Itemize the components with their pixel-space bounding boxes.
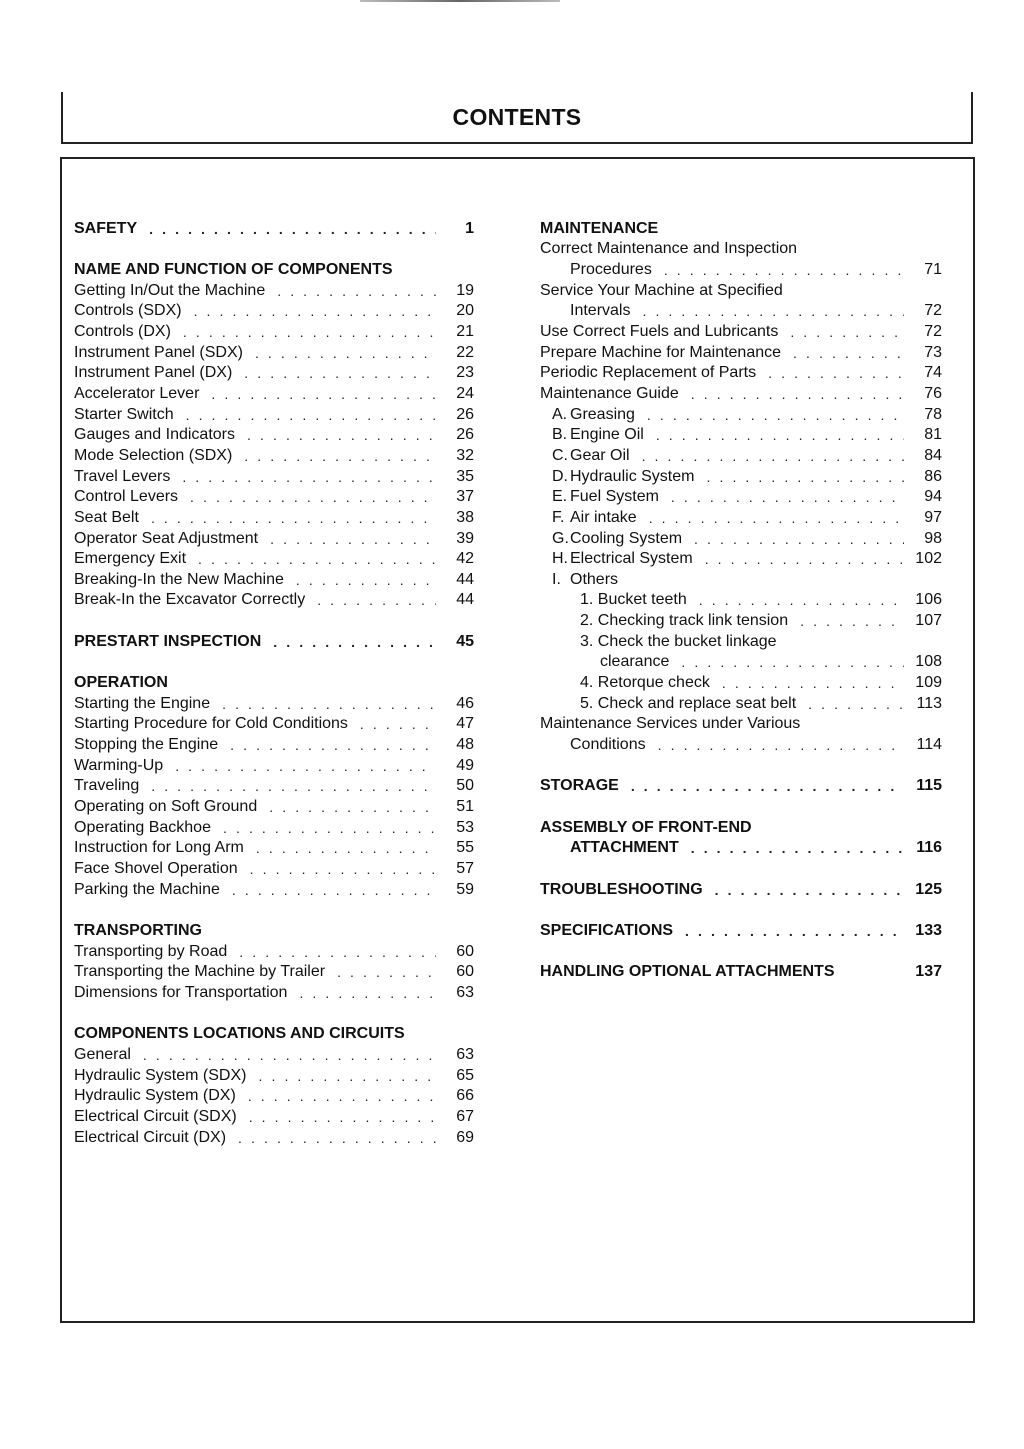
toc-spacer [74, 610, 474, 631]
toc-leader-dots [694, 529, 904, 549]
toc-entry-service-your-machine-at-specified [540, 280, 942, 301]
toc-page-number: 107 [915, 612, 942, 630]
toc-leader-dots [800, 611, 904, 631]
toc-entry-control-levers [74, 487, 474, 508]
toc-entry-title: Stopping the Engine [74, 736, 219, 754]
toc-entry-title: Electrical Circuit (SDX) [74, 1107, 237, 1125]
toc-page-number: 115 [916, 777, 942, 795]
toc-spacer [540, 900, 942, 921]
toc-entry-title: 1. Bucket teeth [580, 591, 687, 609]
toc-entry-cooling-system [540, 528, 942, 549]
toc-entry-title: Operating on Soft Ground [74, 798, 258, 816]
toc-entry-operator-seat-adjustment [74, 528, 474, 549]
toc-leader-dots [190, 487, 436, 507]
toc-entry-label: H. [552, 550, 568, 568]
toc-leader-dots [299, 983, 436, 1003]
toc-leader-dots [790, 322, 904, 342]
toc-leader-dots [642, 301, 904, 321]
toc-leader-dots [198, 549, 436, 569]
toc-entry-label: I. [552, 570, 561, 588]
toc-entry-title: OPERATION [74, 674, 168, 692]
toc-page-number: 102 [915, 550, 942, 568]
toc-leader-dots [244, 446, 436, 466]
toc-leader-dots [250, 859, 436, 879]
toc-entry-title: clearance [600, 653, 670, 671]
toc-entry-title [540, 529, 682, 549]
toc-leader-dots [360, 714, 436, 734]
toc-entry-safety [74, 218, 474, 239]
toc-entry-title: COMPONENTS LOCATIONS AND CIRCUITS [74, 1025, 405, 1043]
toc-page-number: 84 [924, 446, 942, 464]
toc-page-number: 114 [916, 736, 942, 754]
toc-leader-dots [151, 508, 436, 528]
toc-spacer [540, 796, 942, 817]
toc-page-number: 26 [456, 405, 474, 423]
toc-page-number: 60 [456, 963, 474, 981]
toc-entry-procedures [540, 259, 942, 280]
toc-leader-dots [222, 694, 436, 714]
toc-page-number: 116 [916, 839, 942, 857]
toc-page-number: 109 [915, 674, 942, 692]
toc-entry-title: Instrument Panel (DX) [74, 364, 233, 382]
toc-entry-title: Travel Levers [74, 467, 171, 485]
toc-page-number: 133 [915, 921, 942, 939]
toc-entry-getting-in-out-the-machine [74, 280, 474, 301]
toc-entry-title: Correct Maintenance and Inspection [540, 240, 798, 258]
toc-entry-gear-oil [540, 445, 942, 466]
toc-leader-dots [255, 343, 436, 363]
toc-leader-dots [238, 1128, 436, 1148]
toc-leader-dots [722, 673, 904, 693]
toc-page-number: 57 [456, 860, 474, 877]
toc-entry-title: Periodic Replacement of Parts [540, 364, 757, 382]
toc-leader-dots [706, 467, 904, 487]
toc-page-number: 23 [456, 364, 474, 382]
toc-leader-dots [175, 756, 436, 776]
toc-entry-handling-optional-attachments [540, 962, 942, 983]
toc-leader-dots [194, 301, 436, 321]
toc-page-number: 44 [456, 591, 474, 609]
toc-page-number: 106 [915, 591, 942, 609]
toc-entry-clearance [540, 652, 942, 673]
toc-leader-dots [277, 281, 436, 301]
toc-entry-electrical-system [540, 549, 942, 570]
toc-entry-2-checking-track-link-tension [540, 610, 942, 631]
toc-entry-text: Greasing [570, 405, 635, 423]
toc-leader-dots [715, 880, 904, 900]
toc-leader-dots [244, 363, 436, 383]
toc-entry-others [540, 569, 942, 590]
toc-entry-title: PRESTART INSPECTION [74, 632, 262, 650]
toc-page-number: 97 [924, 508, 942, 526]
toc-entry-title: Service Your Machine at Specified [540, 281, 783, 299]
toc-entry-text: Others [570, 570, 619, 588]
toc-entry-title: Instrument Panel (SDX) [74, 343, 243, 361]
toc-entry-conditions [540, 734, 942, 755]
toc-page-number: 81 [924, 426, 942, 444]
toc-entry-instrument-panel-sdx [74, 342, 474, 363]
toc-page-number: 42 [456, 550, 474, 568]
toc-leader-dots [296, 570, 436, 590]
toc-entry-name-and-function-of-components [74, 259, 474, 280]
toc-entry-dimensions-for-transportation [74, 982, 474, 1003]
toc-entry-title: 4. Retorque check [580, 674, 710, 692]
toc-page-number: 66 [456, 1087, 474, 1105]
toc-page-number: 53 [456, 818, 474, 836]
toc-entry-mode-selection-sdx [74, 445, 474, 466]
toc-entry-label: E. [552, 488, 568, 506]
toc-entry-parking-the-machine [74, 879, 474, 900]
toc-entry-transporting-by-road [74, 941, 474, 962]
toc-leader-dots [249, 1107, 436, 1127]
toc-leader-dots [211, 384, 436, 404]
toc-entry-text: Hydraulic System [570, 467, 695, 485]
toc-page-number: 51 [456, 798, 474, 816]
toc-entry-text: Air intake [570, 508, 637, 526]
toc-page-number: 22 [456, 343, 474, 361]
toc-entry-maintenance-guide [540, 383, 942, 404]
toc-entry-attachment [540, 838, 942, 859]
toc-page-number: 74 [924, 364, 942, 382]
toc-entry-periodic-replacement-of-parts [540, 363, 942, 384]
toc-page-number: 72 [924, 322, 942, 340]
toc-entry-travel-levers [74, 466, 474, 487]
toc-page-number: 19 [456, 281, 474, 299]
toc-entry-prestart-inspection [74, 631, 474, 652]
toc-leader-dots [768, 363, 904, 383]
toc-entry-title: Controls (DX) [74, 322, 171, 340]
toc-entry-prepare-machine-for-maintenance [540, 342, 942, 363]
toc-entry-label: F. [552, 508, 565, 526]
toc-leader-dots [705, 549, 904, 569]
toc-entry-title: Operator Seat Adjustment [74, 529, 259, 547]
toc-entry-title: Hydraulic System (SDX) [74, 1066, 247, 1084]
toc-leader-dots [230, 735, 436, 755]
toc-spacer [540, 941, 942, 962]
toc-page-number: 76 [924, 384, 942, 402]
toc-page-number: 78 [924, 405, 942, 423]
toc-page-number: 1 [465, 219, 474, 237]
toc-leader-dots [182, 467, 436, 487]
toc-entry-title: ASSEMBLY OF FRONT-END [540, 818, 752, 836]
toc-entry-title: Operating Backhoe [74, 818, 211, 836]
toc-entry-title: Starting the Engine [74, 694, 211, 712]
toc-entry-operation [74, 672, 474, 693]
toc-entry-controls-sdx [74, 301, 474, 322]
toc-entry-title: SAFETY [74, 219, 138, 237]
toc-leader-dots [642, 446, 904, 466]
toc-page-number: 108 [915, 653, 942, 671]
toc-page-number: 46 [456, 694, 474, 712]
toc-entry-title [540, 487, 659, 507]
toc-entry-air-intake [540, 507, 942, 528]
toc-leader-dots [691, 838, 904, 858]
toc-entry-face-shovel-operation [74, 858, 474, 879]
toc-entry-electrical-circuit-sdx [74, 1106, 474, 1127]
toc-page-number: 37 [456, 488, 474, 506]
toc-entry-title: Electrical Circuit (DX) [74, 1128, 227, 1146]
scan-artifact [360, 0, 560, 2]
toc-entry-text: Electrical System [570, 550, 693, 568]
toc-entry-title: MAINTENANCE [540, 219, 659, 237]
toc-page-number: 59 [456, 880, 474, 898]
toc-leader-dots [699, 590, 904, 610]
toc-leader-dots [671, 487, 904, 507]
toc-right-column [540, 218, 942, 982]
toc-entry-starting-procedure-for-cold-conditions [74, 714, 474, 735]
toc-entry-title: Starter Switch [74, 405, 174, 423]
toc-entry-title [540, 570, 618, 590]
toc-entry-4-retorque-check [540, 672, 942, 693]
toc-entry-starting-the-engine [74, 693, 474, 714]
toc-entry-greasing [540, 404, 942, 425]
toc-leader-dots [658, 735, 904, 755]
toc-entry-hydraulic-system [540, 466, 942, 487]
toc-entry-controls-dx [74, 321, 474, 342]
toc-entry-specifications [540, 920, 942, 941]
toc-entry-title: 2. Checking track link tension [580, 612, 789, 630]
toc-leader-dots [270, 529, 436, 549]
toc-entry-title: NAME AND FUNCTION OF COMPONENTS [74, 260, 393, 278]
toc-entry-title: Traveling [74, 777, 140, 795]
toc-entry-gauges-and-indicators [74, 425, 474, 446]
page-title: CONTENTS [452, 104, 582, 130]
toc-leader-dots [149, 219, 436, 239]
toc-leader-dots [186, 405, 436, 425]
toc-entry-3-check-the-bucket-linkage [540, 631, 942, 652]
toc-entry-title: ATTACHMENT [570, 839, 679, 857]
toc-entry-text: Fuel System [570, 488, 659, 506]
toc-entry-electrical-circuit-dx [74, 1127, 474, 1148]
toc-page-number: 67 [456, 1107, 474, 1125]
toc-entry-breaking-in-the-new-machine [74, 569, 474, 590]
toc-entry-hydraulic-system-dx [74, 1086, 474, 1107]
toc-entry-troubleshooting [540, 879, 942, 900]
toc-page-number: 72 [924, 302, 942, 320]
toc-page-number: 94 [924, 488, 942, 506]
toc-entry-operating-on-soft-ground [74, 796, 474, 817]
toc-entry-title: Maintenance Guide [540, 384, 679, 402]
toc-entry-title [540, 508, 637, 528]
toc-leader-dots [247, 425, 436, 445]
toc-page-number: 137 [915, 963, 942, 981]
toc-leader-dots [317, 590, 436, 610]
toc-left-column [74, 218, 474, 1148]
toc-leader-dots [183, 322, 436, 342]
toc-entry-correct-maintenance-and-inspection [540, 239, 942, 260]
toc-entry-title: Emergency Exit [74, 550, 187, 568]
toc-entry-maintenance-services-under-various [540, 714, 942, 735]
toc-leader-dots [143, 1045, 436, 1065]
toc-entry-label: D. [552, 467, 568, 485]
toc-spacer [74, 652, 474, 673]
toc-leader-dots [685, 921, 904, 941]
toc-leader-dots [793, 343, 904, 363]
toc-leader-dots [232, 880, 436, 900]
toc-entry-label: B. [552, 426, 568, 444]
toc-page-number: 49 [456, 756, 474, 774]
toc-entry-title: Controls (SDX) [74, 302, 182, 320]
toc-spacer [540, 858, 942, 879]
toc-entry-label: A. [552, 405, 568, 423]
toc-leader-dots [223, 818, 436, 838]
toc-leader-dots [256, 838, 436, 858]
toc-entry-title: Transporting by Road [74, 942, 228, 960]
toc-entry-title: TRANSPORTING [74, 921, 202, 939]
toc-leader-dots [273, 632, 436, 652]
toc-page-number: 45 [456, 632, 474, 650]
toc-entry-title: Hydraulic System (DX) [74, 1087, 236, 1105]
toc-entry-title [540, 446, 630, 466]
toc-entry-starter-switch [74, 404, 474, 425]
toc-leader-dots [664, 260, 904, 280]
toc-entry-title: Dimensions for Transportation [74, 983, 288, 1001]
toc-leader-dots [649, 508, 904, 528]
toc-page-number: 125 [915, 880, 942, 898]
toc-leader-dots [656, 425, 904, 445]
toc-entry-traveling [74, 776, 474, 797]
toc-leader-dots [239, 942, 436, 962]
toc-entry-transporting [74, 920, 474, 941]
toc-entry-title [540, 405, 635, 425]
toc-entry-instruction-for-long-arm [74, 838, 474, 859]
toc-entry-title: Instruction for Long Arm [74, 839, 244, 857]
toc-page-number: 20 [456, 302, 474, 320]
toc-page-number: 35 [456, 467, 474, 485]
toc-entry-emergency-exit [74, 549, 474, 570]
toc-page-number: 48 [456, 736, 474, 754]
toc-entry-title: HANDLING OPTIONAL ATTACHMENTS [540, 963, 835, 981]
toc-page-number: 39 [456, 529, 474, 547]
toc-entry-title [540, 549, 693, 569]
toc-entry-5-check-and-replace-seat-belt [540, 693, 942, 714]
toc-entry-title: Face Shovel Operation [74, 860, 238, 877]
toc-entry-stopping-the-engine [74, 734, 474, 755]
toc-page-number: 113 [916, 694, 942, 712]
toc-entry-seat-belt [74, 507, 474, 528]
toc-entry-use-correct-fuels-and-lubricants [540, 321, 942, 342]
toc-entry-text: Engine Oil [570, 426, 644, 444]
toc-page-number: 24 [456, 384, 474, 402]
toc-entry-title: Conditions [570, 736, 646, 754]
toc-entry-title: Use Correct Fuels and Lubricants [540, 322, 779, 340]
toc-entry-title: Getting In/Out the Machine [74, 281, 266, 299]
toc-entry-title: Parking the Machine [74, 880, 220, 898]
toc-entry-title: Gauges and Indicators [74, 426, 235, 444]
toc-leader-dots [337, 962, 436, 982]
toc-leader-dots [248, 1086, 436, 1106]
toc-entry-title: 5. Check and replace seat belt [580, 694, 797, 712]
toc-entry-title: Maintenance Services under Various [540, 715, 801, 733]
toc-entry-title: Accelerator Lever [74, 384, 200, 402]
toc-entry-title: Break-In the Excavator Correctly [74, 591, 306, 609]
toc-entry-title: 3. Check the bucket linkage [580, 632, 777, 650]
toc-entry-title: Mode Selection (SDX) [74, 446, 233, 464]
toc-page-number: 26 [456, 426, 474, 444]
toc-entry-general [74, 1044, 474, 1065]
toc-leader-dots [691, 384, 904, 404]
toc-entry-title: Intervals [570, 302, 631, 320]
toc-entry-title [540, 425, 644, 445]
toc-entry-text: Gear Oil [570, 446, 630, 464]
toc-entry-title: Seat Belt [74, 508, 139, 526]
toc-entry-instrument-panel-dx [74, 363, 474, 384]
toc-leader-dots [647, 405, 904, 425]
toc-page-number: 98 [924, 529, 942, 547]
toc-page-number: 47 [456, 715, 474, 733]
toc-entry-operating-backhoe [74, 817, 474, 838]
title-box [61, 92, 973, 144]
toc-page-number: 44 [456, 570, 474, 588]
toc-spacer [74, 239, 474, 260]
toc-entry-assembly-of-front-end [540, 817, 942, 838]
toc-leader-dots [269, 797, 436, 817]
toc-leader-dots [808, 694, 904, 714]
toc-entry-hydraulic-system-sdx [74, 1065, 474, 1086]
toc-entry-title: Warming-Up [74, 756, 164, 774]
toc-leader-dots [631, 776, 904, 796]
toc-leader-dots [681, 652, 904, 672]
toc-entry-title [540, 467, 694, 487]
toc-page-number: 60 [456, 942, 474, 960]
toc-page-number: 38 [456, 508, 474, 526]
toc-entry-break-in-the-excavator-correctly [74, 590, 474, 611]
toc-page-number: 63 [456, 983, 474, 1001]
toc-entry-title: Procedures [570, 260, 652, 278]
toc-entry-engine-oil [540, 425, 942, 446]
toc-entry-title: Control Levers [74, 488, 179, 506]
toc-entry-intervals [540, 301, 942, 322]
toc-entry-fuel-system [540, 487, 942, 508]
toc-entry-title: TROUBLESHOOTING [540, 880, 703, 898]
toc-page-number: 55 [456, 839, 474, 857]
toc-entry-label: G. [552, 529, 569, 547]
toc-entry-title: STORAGE [540, 777, 619, 795]
toc-entry-title: SPECIFICATIONS [540, 921, 674, 939]
toc-entry-title: Starting Procedure for Cold Conditions [74, 715, 348, 733]
toc-page-number: 73 [924, 343, 942, 361]
toc-entry-accelerator-lever [74, 383, 474, 404]
toc-leader-dots [258, 1066, 436, 1086]
toc-entry-maintenance [540, 218, 942, 239]
toc-entry-title: Breaking-In the New Machine [74, 570, 284, 588]
toc-page-number: 71 [924, 260, 942, 278]
toc-entry-title: Transporting the Machine by Trailer [74, 963, 326, 981]
toc-entry-title: General [74, 1045, 131, 1063]
toc-leader-dots [151, 776, 436, 796]
toc-spacer [540, 755, 942, 776]
toc-page-number: 50 [456, 777, 474, 795]
toc-entry-warming-up [74, 755, 474, 776]
toc-entry-label: C. [552, 446, 568, 464]
toc-page-number: 32 [456, 446, 474, 464]
toc-entry-transporting-the-machine-by-trailer [74, 962, 474, 983]
toc-entry-storage [540, 776, 942, 797]
toc-page-number: 69 [456, 1128, 474, 1146]
toc-spacer [74, 900, 474, 921]
toc-entry-text: Cooling System [570, 529, 683, 547]
toc-page-number: 63 [456, 1045, 474, 1063]
toc-spacer [74, 1003, 474, 1024]
toc-page-number: 65 [456, 1066, 474, 1084]
toc-page-number: 86 [924, 467, 942, 485]
toc-entry-title: Prepare Machine for Maintenance [540, 343, 782, 361]
toc-entry-1-bucket-teeth [540, 590, 942, 611]
toc-page-number: 21 [456, 322, 474, 340]
toc-entry-components-locations-and-circuits [74, 1024, 474, 1045]
